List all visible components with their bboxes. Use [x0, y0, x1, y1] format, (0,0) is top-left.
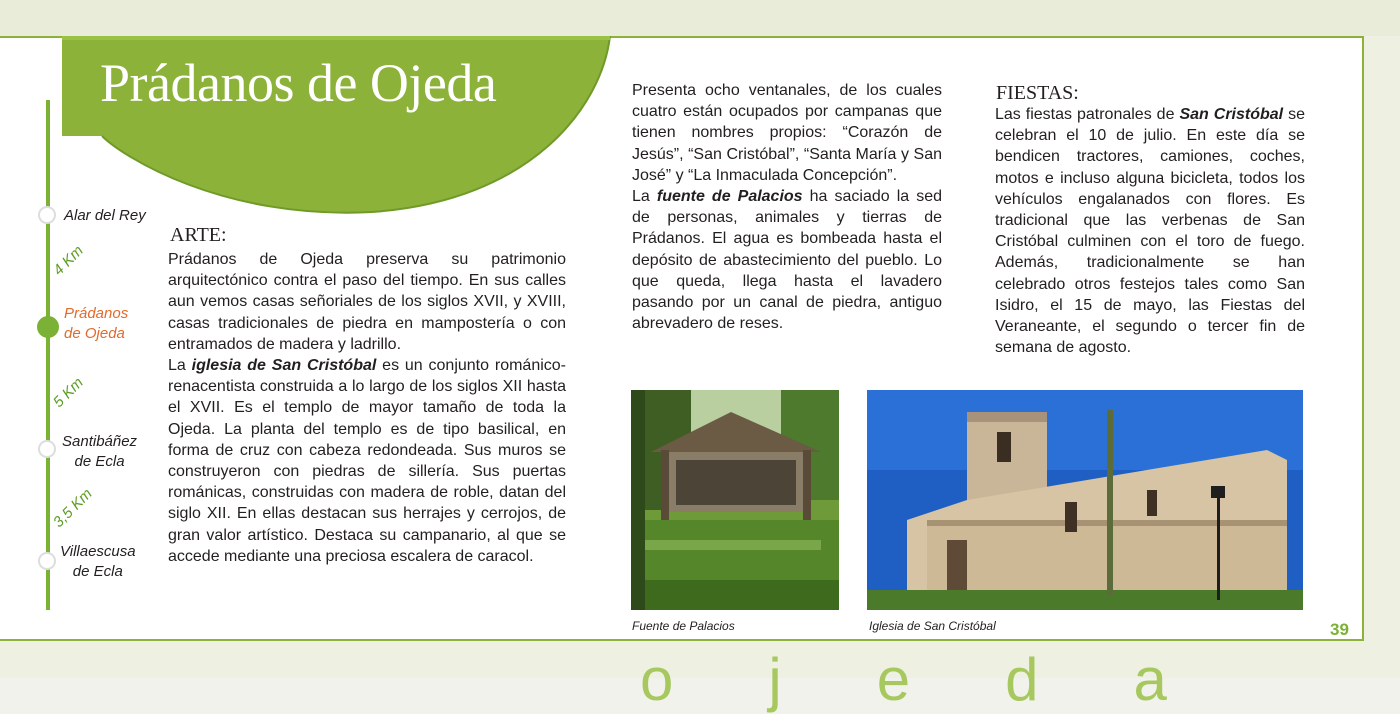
- route-line: [46, 100, 50, 610]
- fuente-caption: Fuente de Palacios: [632, 619, 735, 633]
- iglesia-emphasis: iglesia de San Cristóbal: [191, 357, 377, 375]
- san-cristobal-emphasis: San Cristóbal: [1179, 106, 1284, 123]
- page-number: 39: [1330, 620, 1349, 639]
- stop-marker-alar: [38, 206, 56, 224]
- distance-label-2: 5 Km: [49, 374, 87, 411]
- arte-heading: ARTE:: [170, 224, 227, 246]
- stop-marker-villaescusa: [38, 552, 56, 570]
- iglesia-caption: Iglesia de San Cristóbal: [869, 619, 996, 633]
- page-title: Prádanos de Ojeda: [100, 53, 497, 113]
- fiestas-heading: FIESTAS:: [996, 82, 1079, 104]
- stop-marker-pradanos: [37, 316, 59, 338]
- stop-label-pradanos: Prádanos de Ojeda: [64, 305, 129, 342]
- middle-paragraph-2: La fuente de Palacios ha saciado la sed de personas, animales y tierras de Prádanos. El agua es bombeada hasta el depósito de abastecimiento del pueblo. Lo que queda, llega hasta el lavadero pasando por un canal de piedra, antiguo abrevadero de reses.: [632, 188, 942, 333]
- iglesia-photo: [867, 390, 1303, 610]
- middle-text: [632, 80, 942, 334]
- middle-paragraph-1: Presenta ocho ventanales, de los cuales cuatro están ocupados por campanas que tienen nombres propios: “Corazón de Jesús”, “San Cristóbal”, “Santa María y San José” y “La Inmaculada Concepción”.: [632, 82, 942, 184]
- stop-label-santibanez: Santibáñez de Ecla: [62, 433, 138, 470]
- footer-word: ojeda: [640, 646, 1262, 713]
- fuente-photo: [631, 390, 839, 610]
- top-band: [0, 0, 1400, 36]
- arte-text: [168, 249, 566, 567]
- stop-label-villaescusa: Villaescusa de Ecla: [60, 543, 136, 580]
- stop-marker-santibanez: [38, 440, 56, 458]
- arte-paragraph-2: La iglesia de San Cristóbal es un conjunto románico-renacentista construida a lo largo de los siglos XII hasta el XVII. Es el templo de mayor tamaño de toda la Ojeda. La planta del templo es de tipo basilical, en forma de cruz con cabeza redondeada. Sus muros se construyeron con piedras de sillería. Sus puertas románicas, construidas con madera de roble, datan del siglo XII. En ellas destacan sus herrajes y cerrojos, de gran valor artístico. Destaca su campanario, al que se accede mediante una preciosa escalera de caracol.: [168, 357, 566, 565]
- distance-label-1: 4 Km: [49, 242, 87, 279]
- arte-paragraph-1: Prádanos de Ojeda preserva su patrimonio arquitectónico contra el paso del tiempo. En sus calles aun vemos casas señoriales de los siglos XVII, y XVIII, casas tradicionales de piedra en mampostería o con entramados de madera y ladrillo.: [168, 251, 566, 353]
- fiestas-paragraph: Las fiestas patronales de San Cristóbal se celebran el 10 de julio. En este día se bendicen tractores, camiones, coches, motos e incluso alguna bicicleta, todos los vehículos engalanados con flores. Es tradicional que las verbenas de San Cristóbal culminen con el toro de fuego. Además, tradicionalmente se han celebrado otros festejos tales como San Isidro, el 15 de mayo, las Fiestas del Veraneante, el segundo o tercer fin de semana de agosto.: [995, 106, 1305, 357]
- stop-label-alar: Alar del Rey: [64, 207, 146, 224]
- fuente-emphasis: fuente de Palacios: [656, 188, 803, 206]
- fiestas-text: [995, 104, 1305, 358]
- distance-label-3: 3,5 Km: [49, 485, 96, 531]
